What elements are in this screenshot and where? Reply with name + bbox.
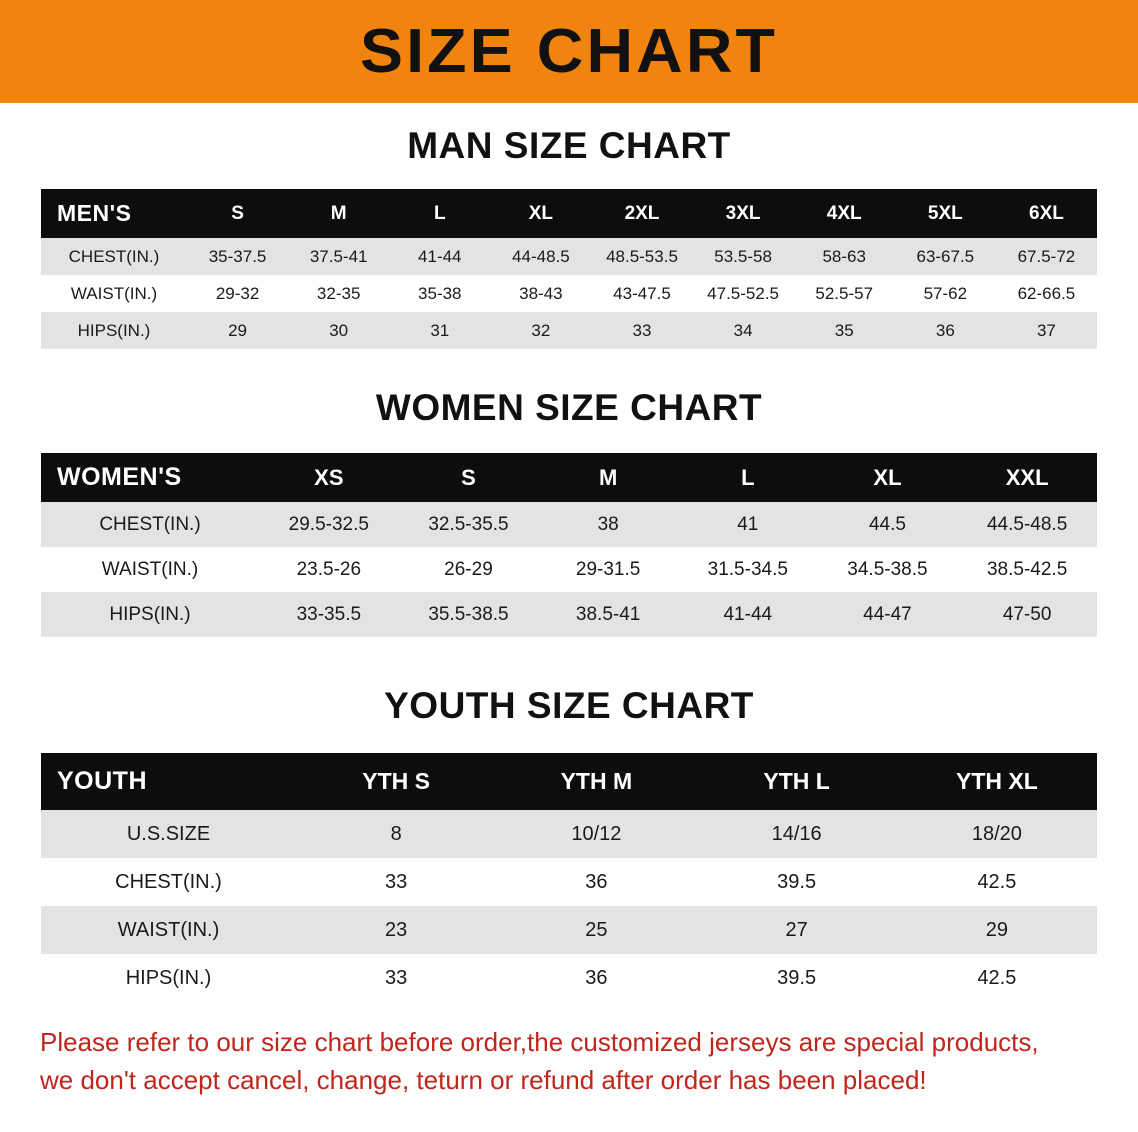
man-size-table [41,189,1097,349]
table-cell: 29-31.5 [538,547,678,592]
table-cell: 38.5-42.5 [957,547,1097,592]
table-row [41,275,1097,312]
column-header: XL [818,453,958,502]
column-header: YTH L [697,753,897,810]
page-title: SIZE CHART [359,16,779,86]
table-cell: 38.5-41 [538,592,678,637]
table-cell: 41-44 [678,592,818,637]
table-cell: 39.5 [697,858,897,906]
disclaimer-line-2: we don't accept cancel, change, teturn or refund after order has been placed! [40,1064,927,1095]
table-cell: 41 [678,502,818,547]
table-header-row [41,189,1097,238]
table-cell: 53.5-58 [693,238,794,275]
table-cell: 29.5-32.5 [259,502,399,547]
table-cell: 43-47.5 [591,275,692,312]
table-cell: 48.5-53.5 [591,238,692,275]
table-cell: 42.5 [897,954,1097,1002]
women-table-wrap [41,453,1097,637]
column-header: XXL [957,453,1097,502]
table-cell: 44.5-48.5 [957,502,1097,547]
column-header: YOUTH [41,753,296,810]
table-cell: 18/20 [897,810,1097,858]
table-cell: 33-35.5 [259,592,399,637]
table-cell: 34.5-38.5 [818,547,958,592]
column-header: M [288,189,389,238]
table-cell: 23 [296,906,496,954]
youth-size-table [41,753,1097,1002]
table-cell: 34 [693,312,794,349]
row-label: U.S.SIZE [41,810,296,858]
row-label: WAIST(IN.) [41,547,259,592]
column-header: 2XL [591,189,692,238]
table-cell: 44-47 [818,592,958,637]
table-cell: 25 [496,906,696,954]
page-banner [0,0,1138,103]
table-cell: 10/12 [496,810,696,858]
table-cell: 14/16 [697,810,897,858]
women-size-table [41,453,1097,637]
table-cell: 36 [496,858,696,906]
table-cell: 29-32 [187,275,288,312]
column-header: L [678,453,818,502]
table-cell: 37 [996,312,1097,349]
table-cell: 42.5 [897,858,1097,906]
column-header: 5XL [895,189,996,238]
table-cell: 62-66.5 [996,275,1097,312]
table-cell: 29 [187,312,288,349]
table-row [41,858,1097,906]
table-cell: 58-63 [794,238,895,275]
table-cell: 47.5-52.5 [693,275,794,312]
table-cell: 26-29 [399,547,539,592]
table-cell: 36 [895,312,996,349]
table-cell: 57-62 [895,275,996,312]
table-cell: 39.5 [697,954,897,1002]
table-cell: 37.5-41 [288,238,389,275]
table-row [41,592,1097,637]
column-header: XL [490,189,591,238]
column-header: 3XL [693,189,794,238]
table-cell: 35-38 [389,275,490,312]
table-row [41,906,1097,954]
row-label: CHEST(IN.) [41,238,187,275]
table-cell: 38 [538,502,678,547]
column-header: M [538,453,678,502]
disclaimer-line-1: Please refer to our size chart before order,the customized jerseys are special products, [40,1027,1039,1057]
row-label: HIPS(IN.) [41,312,187,349]
column-header: WOMEN'S [41,453,259,502]
row-label: HIPS(IN.) [41,592,259,637]
table-cell: 32-35 [288,275,389,312]
table-cell: 30 [288,312,389,349]
table-cell: 33 [296,954,496,1002]
column-header: MEN'S [41,189,187,238]
column-header: S [187,189,288,238]
table-row [41,238,1097,275]
column-header: YTH M [496,753,696,810]
table-cell: 8 [296,810,496,858]
table-cell: 32.5-35.5 [399,502,539,547]
table-cell: 36 [496,954,696,1002]
table-cell: 31 [389,312,490,349]
table-header-row [41,453,1097,502]
table-cell: 52.5-57 [794,275,895,312]
table-row [41,810,1097,858]
column-header: YTH XL [897,753,1097,810]
table-cell: 41-44 [389,238,490,275]
table-cell: 35-37.5 [187,238,288,275]
table-cell: 35 [794,312,895,349]
table-cell: 44.5 [818,502,958,547]
table-cell: 35.5-38.5 [399,592,539,637]
table-row [41,312,1097,349]
column-header: 6XL [996,189,1097,238]
column-header: 4XL [794,189,895,238]
row-label: HIPS(IN.) [41,954,296,1002]
table-cell: 23.5-26 [259,547,399,592]
man-section-title: MAN SIZE CHART [407,125,731,166]
youth-table-wrap [41,753,1097,1002]
column-header: YTH S [296,753,496,810]
table-cell: 31.5-34.5 [678,547,818,592]
column-header: S [399,453,539,502]
table-cell: 33 [591,312,692,349]
row-label: WAIST(IN.) [41,906,296,954]
disclaimer-note [40,1024,1098,1099]
row-label: CHEST(IN.) [41,502,259,547]
table-cell: 33 [296,858,496,906]
table-cell: 27 [697,906,897,954]
table-cell: 29 [897,906,1097,954]
row-label: WAIST(IN.) [41,275,187,312]
man-table-wrap [41,189,1097,349]
table-cell: 38-43 [490,275,591,312]
table-header-row [41,753,1097,810]
row-label: CHEST(IN.) [41,858,296,906]
table-row [41,547,1097,592]
table-cell: 67.5-72 [996,238,1097,275]
table-cell: 32 [490,312,591,349]
table-cell: 44-48.5 [490,238,591,275]
youth-section-title: YOUTH SIZE CHART [384,685,754,726]
column-header: XS [259,453,399,502]
table-row [41,954,1097,1002]
column-header: L [389,189,490,238]
table-row [41,502,1097,547]
table-cell: 63-67.5 [895,238,996,275]
table-cell: 47-50 [957,592,1097,637]
women-section-title: WOMEN SIZE CHART [375,387,763,428]
